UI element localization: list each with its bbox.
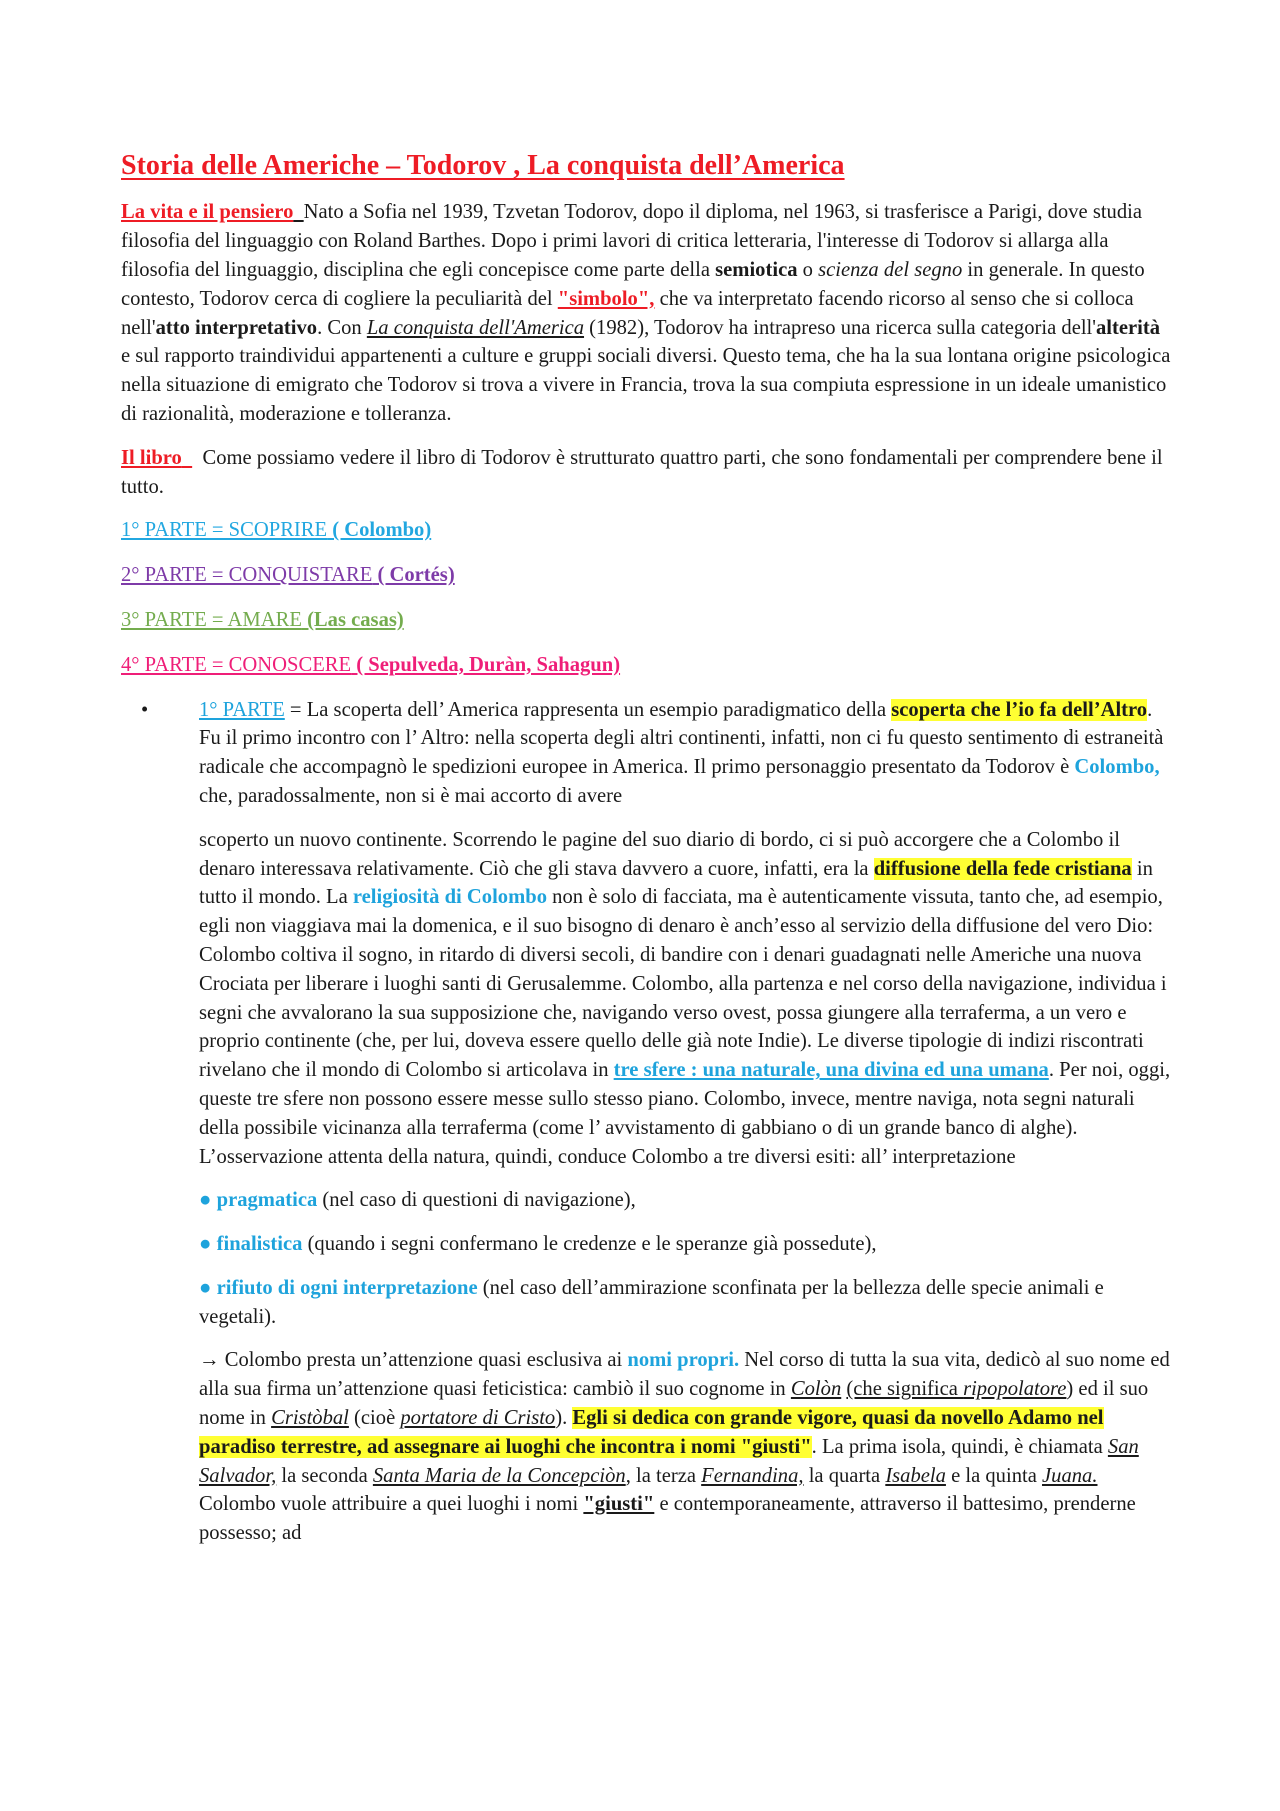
text-span: (nel caso di questioni di navigazione), [317,1189,636,1212]
esito-finalistica-label: finalistica [216,1233,303,1256]
part-3-prefix: 3° PARTE = AMARE [121,608,302,631]
bullet-dot-icon: ● [199,1233,212,1256]
paragraph-libro [121,444,1172,502]
term-colombo: Colombo, [1074,756,1160,779]
text-span: in generale. In questo contesto, Todorov cerca di cogliere la peculiarità del [121,258,1145,310]
text-span: non è solo di facciata, ma è autenticamente vissuta, tanto che, ad esempio, egli non viaggiava mai la domenica, e il suo bisogno di denaro è anch’esso al servizio della diffusione del vero Dio: Colombo coltiva il sogno, in ritardo di diversi secoli, di bandire con i denari guadagnati nelle Americhe una nuova Crociata per liberare i luoghi santi di Gerusalemme. Colombo, alla partenza e nel corso della navigazione, individua i segni che avvalorano la sua supposizione che, navigando verso ovest, possa giungere alla terraferma, a un vero e proprio continente (che, per lui, doveva essere quello delle già note Indie). Le diverse tipologie di indizi riscontrati rivelano che il mondo di Colombo si articolava in [199,886,1167,1082]
esito-pragmatica [199,1186,1172,1215]
bullet-icon: • [141,698,149,721]
name-isabela: Isabela [885,1464,946,1487]
term-alterita: alterità [1096,316,1161,339]
text-span: . Con [317,316,367,339]
bullet-dot-icon: ● [199,1189,212,1212]
term-atto-interpretativo: atto interpretativo [155,316,318,339]
text-span: . Fu il primo incontro con l’ Altro: nella scoperta degli altri continenti, infatti, non ci fu questo sentimento di estraneità radicale che accompagnò le spedizioni europee in America. Il primo personaggio presentato da Todorov è [199,698,1164,779]
text-span: e contemporaneamente, attraverso il battesimo, prenderne possesso; ad [199,1493,1136,1545]
text-span: la quarta [803,1464,886,1487]
name-cristobal: Cristòbal [271,1407,349,1430]
paragraph-nomi-propri [199,1346,1172,1548]
term-religiosita: religiosità di Colombo [352,886,547,909]
esito-finalistica [199,1230,1172,1259]
text-span: Nato a Sofia nel 1939, Tzvetan Todorov, dopo il diploma, nel 1963, si trasferisce a Parigi, dove studia filosofia del linguaggio con Roland Barthes. Dopo i primi lavori di critica letteraria, l'interesse di Todorov si allarga alla filosofia del linguaggio, disciplina che egli concepisce come parte della [121,201,1143,281]
term-simbolo: "simbolo", [557,287,655,310]
text-span: ) ed il suo nome in [199,1378,1149,1430]
text-span: Colombo presta un’attenzione quasi esclusiva ai [219,1349,628,1372]
part-2-prefix: 2° PARTE = CONQUISTARE [121,564,373,587]
text-span: o [797,258,819,281]
text-span: = La scoperta dell’ America rappresenta un esempio paradigmatico della [284,698,892,721]
highlight-scoperta: scoperta che l’io fa dell’Altro [891,698,1148,721]
text-span: (cioè [348,1407,401,1430]
text-span: in tutto il mondo. La [199,857,1153,909]
highlight-nomi-giusti: Egli si dedica con grande vigore, quasi da novello Adamo nel paradiso terrestre, ad assegnare ai luoghi che incontra i nomi "giusti" [199,1407,1104,1458]
term-giusti: "giusti" [583,1493,655,1516]
term-portatore-cristo: portatore di Cristo [400,1407,556,1430]
text-span: e sul rapporto traindividui appartenenti a culture e gruppi sociali diversi. Questo tema, che ha la sua lontana origine psicologica nella situazione di emigrato che Todorov si trova a vivere in Francia, trova la sua compiuta espressione in un ideale umanistico di razionalità, moderazione e tolleranza. [121,345,1171,425]
part-2-name: ( Cortés) [372,564,455,587]
term-ripopolatore: ripopolatore [963,1378,1067,1401]
part-1-prefix: 1° PARTE = SCOPRIRE [121,519,328,542]
text-span: ). [555,1407,573,1430]
part-1-line [121,516,1172,545]
text-span: la seconda [276,1464,373,1487]
heading-libro: Il libro [121,446,182,469]
part-3-name: (Las casas) [301,608,404,631]
text-span: (che significa [846,1378,964,1401]
part-2-line [121,561,1172,590]
text-span: . Per noi, oggi, queste tre sfere non possono essere messe sullo stesso piano. Colombo, invece, mentre naviga, nota segni naturali della possibile vicinanza alla terraferma (come l’ avvistamento di gabbiano o di un grande banco di alghe). L’osservazione attenta della natura, quindi, conduce Colombo a tre diversi esiti: all’ interpretazione [199,1059,1171,1168]
bullet-dot-icon: ● [199,1276,212,1299]
name-san-salvador: San Salvador, [199,1435,1139,1487]
bullet-parte-1 [141,696,1172,811]
text-span: che va interpretato facendo ricorso al senso che si colloca nell' [121,287,1134,339]
name-fernandina: Fernandina, [701,1464,804,1487]
name-santa-maria: Santa Maria de la Concepciòn [372,1464,626,1487]
text-span: . La prima isola, quindi, è chiamata [811,1435,1108,1458]
esito-rifiuto [199,1274,1172,1332]
arrow-icon: → [199,1349,220,1372]
paragraph-vita-pensiero [121,198,1172,428]
name-juana: Juana. [1042,1464,1098,1487]
part-4-name: ( Sepulveda, Duràn, Sahagun) [351,653,621,676]
bullet-parte-1-label: 1° PARTE [199,698,285,721]
term-semiotica: semiotica [715,258,798,281]
text-span: che, paradossalmente, non si è mai accorto di avere [199,784,623,807]
text-span: (1982), Todorov ha intrapreso una ricerca sulla categoria dell' [584,316,1096,339]
text-span: Colombo vuole attribuire a quei luoghi i nomi [199,1493,584,1516]
bullet-section [141,696,1172,1549]
text-span: Nel corso di tutta la sua vita, dedicò al suo nome ed alla sua firma un’attenzione quasi feticistica: cambiò il suo cognome in [199,1349,1170,1401]
text-span: , la terza [625,1464,702,1487]
document-title: Storia delle Americhe – Todorov , La conquista dell’America [121,150,845,181]
book-title-link: La conquista dell'America [366,316,585,339]
highlight-fede-cristiana: diffusione della fede cristiana [873,857,1132,880]
text-span: (quando i segni confermano le credenze e le speranze già possedute), [302,1233,877,1256]
part-4-line [121,651,1172,680]
part-1-name: ( Colombo) [327,519,432,542]
part-4-prefix: 4° PARTE = CONOSCERE [121,653,352,676]
name-colon: Colòn [790,1378,842,1401]
text-span: e la quinta [945,1464,1043,1487]
heading-vita-pensiero: La vita e il pensiero [121,201,294,224]
term-tre-sfere: tre sfere : una naturale, una divina ed una umana [613,1059,1049,1082]
paragraph-colombo [199,826,1172,1172]
text-span: (nel caso dell’ammirazione sconfinata per la bellezza delle specie animali e vegetali). [199,1276,1104,1328]
text-span: scoperto un nuovo continente. Scorrendo le pagine del suo diario di bordo, ci si può accorgere che a Colombo il denaro interessava relativamente. Ciò che gli stava davvero a cuore, infatti, era la [199,828,1120,880]
text-span: Come possiamo vedere il libro di Todorov è strutturato quattro parti, che sono fondamentali per comprendere bene il tutto. [121,446,1163,498]
part-3-line [121,606,1172,635]
term-nomi-propri: nomi propri. [627,1349,740,1372]
esito-pragmatica-label: pragmatica [216,1189,318,1212]
term-scienza-segno: scienza del segno [818,258,963,281]
esito-rifiuto-label: rifiuto di ogni interpretazione [216,1276,478,1299]
